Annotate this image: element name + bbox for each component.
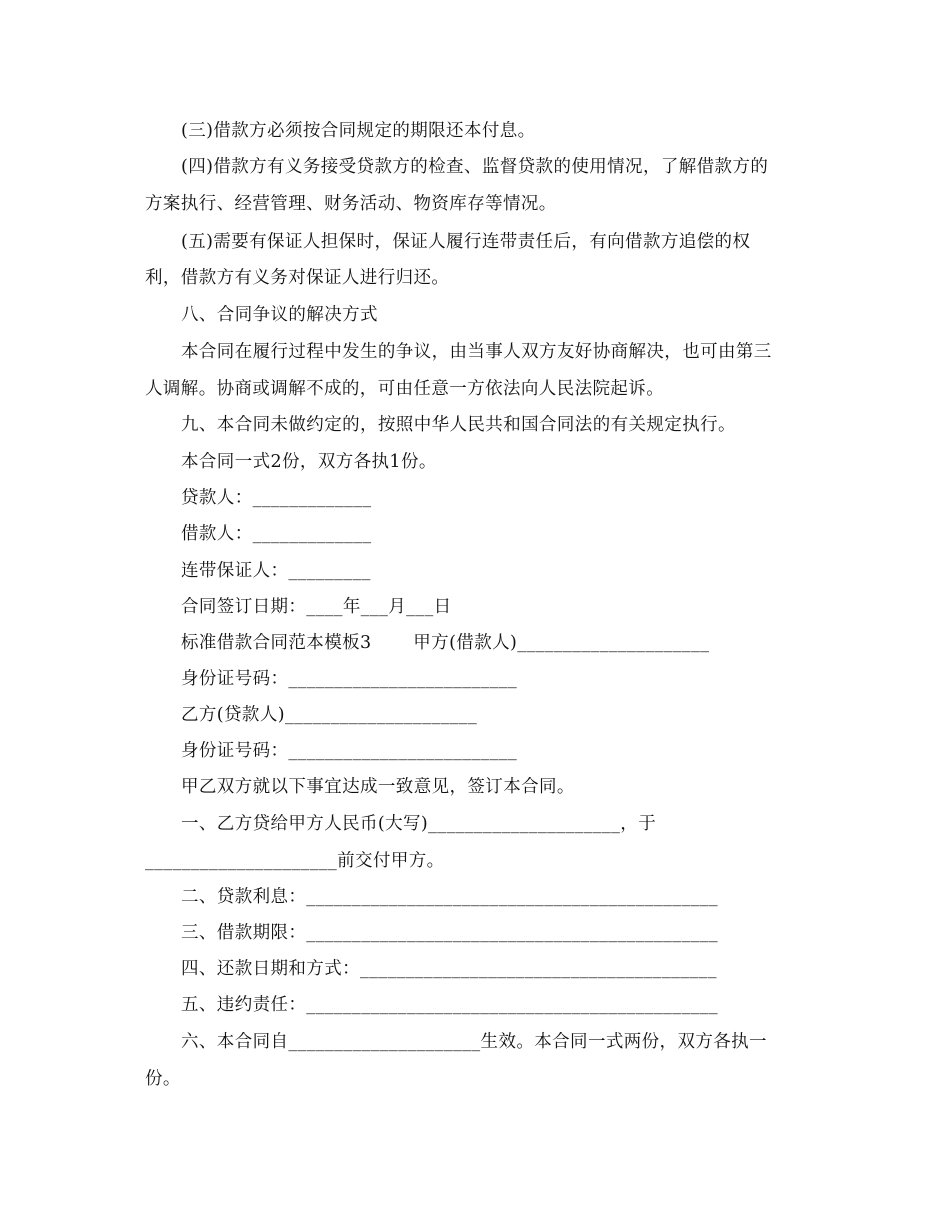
party-b-field: 乙方(贷款人)_____________________ bbox=[181, 705, 478, 725]
signing-date-field: 合同签订日期：____年___月___日 bbox=[181, 597, 452, 617]
clause-4-line-1: (四)借款方有义务接受贷款方的检查、监督贷款的使用情况，了解借款方的 bbox=[181, 157, 769, 177]
loan-amount-line-2: _____________________前交付甲方。 bbox=[145, 851, 445, 871]
loan-amount-line-1: 一、乙方贷给甲方人民币(大写)_____________________，于 bbox=[181, 814, 657, 834]
clause-5-line-1: (五)需要有保证人担保时，保证人履行连带责任后，有向借款方追偿的权 bbox=[181, 232, 751, 252]
copies-note: 本合同一式2份，双方各执1份。 bbox=[181, 452, 437, 472]
term-field: 三、借款期限：_____________________________________________ bbox=[181, 923, 719, 943]
interest-field: 二、贷款利息：_____________________________________________ bbox=[181, 887, 719, 907]
effective-line-1: 六、本合同自_____________________生效。本合同一式两份，双方各执一 bbox=[181, 1032, 767, 1052]
party-a-id-field: 身份证号码：_________________________ bbox=[181, 669, 518, 689]
lender-signature-field: 贷款人：_____________ bbox=[181, 488, 372, 508]
clause-4-line-2: 方案执行、经营管理、财务活动、物资库存等情况。 bbox=[145, 194, 557, 214]
section-9: 九、本合同未做约定的，按照中华人民共和国合同法的有关规定执行。 bbox=[181, 415, 736, 435]
party-b-id-field: 身份证号码：_________________________ bbox=[181, 741, 518, 761]
agreement-intro: 甲乙双方就以下事宜达成一致意见，签订本合同。 bbox=[181, 777, 575, 797]
borrower-signature-field: 借款人：_____________ bbox=[181, 524, 372, 544]
clause-3-repayment: (三)借款方必须按合同规定的期限还本付息。 bbox=[181, 121, 536, 141]
dispute-line-1: 本合同在履行过程中发生的争议，由当事人双方友好协商解决，也可由第三 bbox=[181, 342, 772, 362]
effective-line-2: 份。 bbox=[145, 1069, 181, 1089]
repayment-field: 四、还款日期和方式：_______________________________________ bbox=[181, 959, 717, 979]
guarantor-signature-field: 连带保证人：_________ bbox=[181, 561, 371, 581]
dispute-line-2: 人调解。协商或调解不成的，可由任意一方依法向人民法院起诉。 bbox=[145, 379, 665, 399]
section-8-heading: 八、合同争议的解决方式 bbox=[181, 305, 378, 325]
clause-5-line-2: 利，借款方有义务对保证人进行归还。 bbox=[145, 268, 450, 288]
liability-field: 五、违约责任：_____________________________________________ bbox=[181, 995, 719, 1015]
template-3-title-party-a: 标准借款合同范本模板3 甲方(借款人)_____________________ bbox=[181, 633, 710, 653]
